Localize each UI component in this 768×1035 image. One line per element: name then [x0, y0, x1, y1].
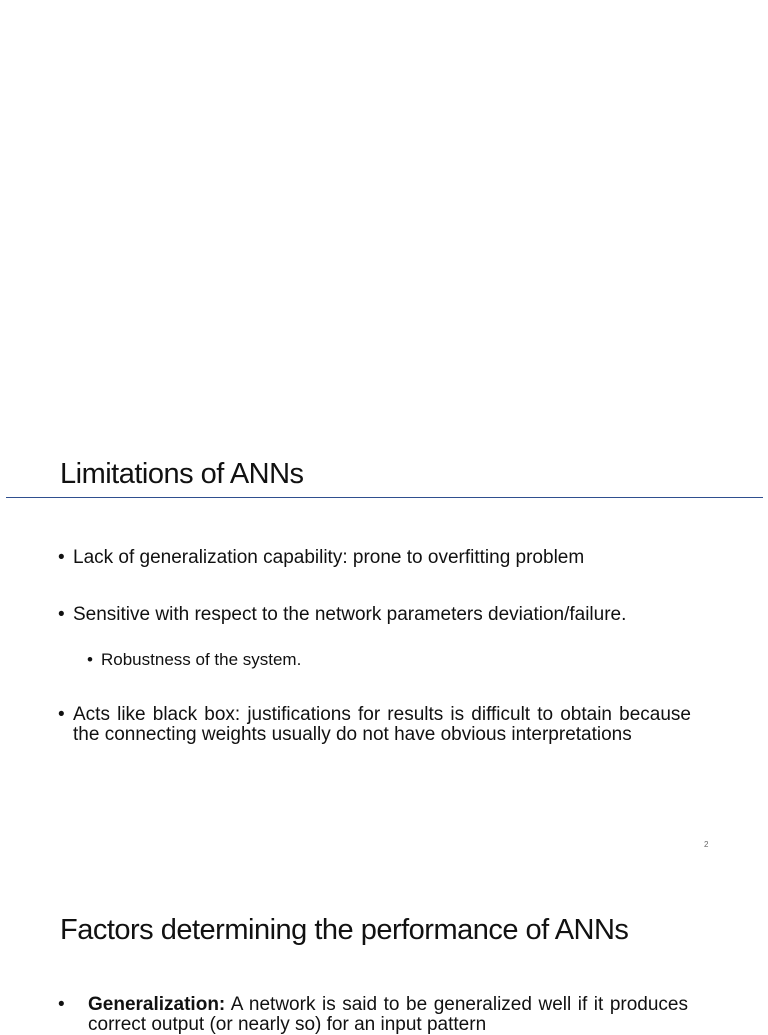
bullet-dot: • [58, 704, 65, 725]
bullet-text: Sensitive with respect to the network parameters deviation/failure. [73, 604, 627, 625]
bullet-dot: • [58, 547, 65, 568]
page-number: 2 [704, 840, 709, 849]
bullet-body: A network is said to be generalized well if it produces correct output (or nearly so) for an input pattern [88, 994, 688, 1035]
bullet-dot: • [58, 604, 65, 625]
bullet-text [88, 995, 688, 1035]
bullet-text: Acts like black box: justifications for results is difficult to obtain because the connecting weights usually do not have obvious interpretations [73, 704, 691, 745]
bullet-label: Generalization: [88, 994, 226, 1015]
slide-title: Factors determining the performance of ANNs [60, 914, 629, 946]
sub-bullet-text: Robustness of the system. [101, 650, 302, 669]
bullet-item [58, 995, 688, 1035]
bullet-dot: • [58, 994, 65, 1015]
bullet-text: Lack of generalization capability: prone to overfitting problem [73, 547, 585, 568]
bullet-dot: • [87, 650, 93, 669]
slide-title: Limitations of ANNs [60, 458, 304, 490]
